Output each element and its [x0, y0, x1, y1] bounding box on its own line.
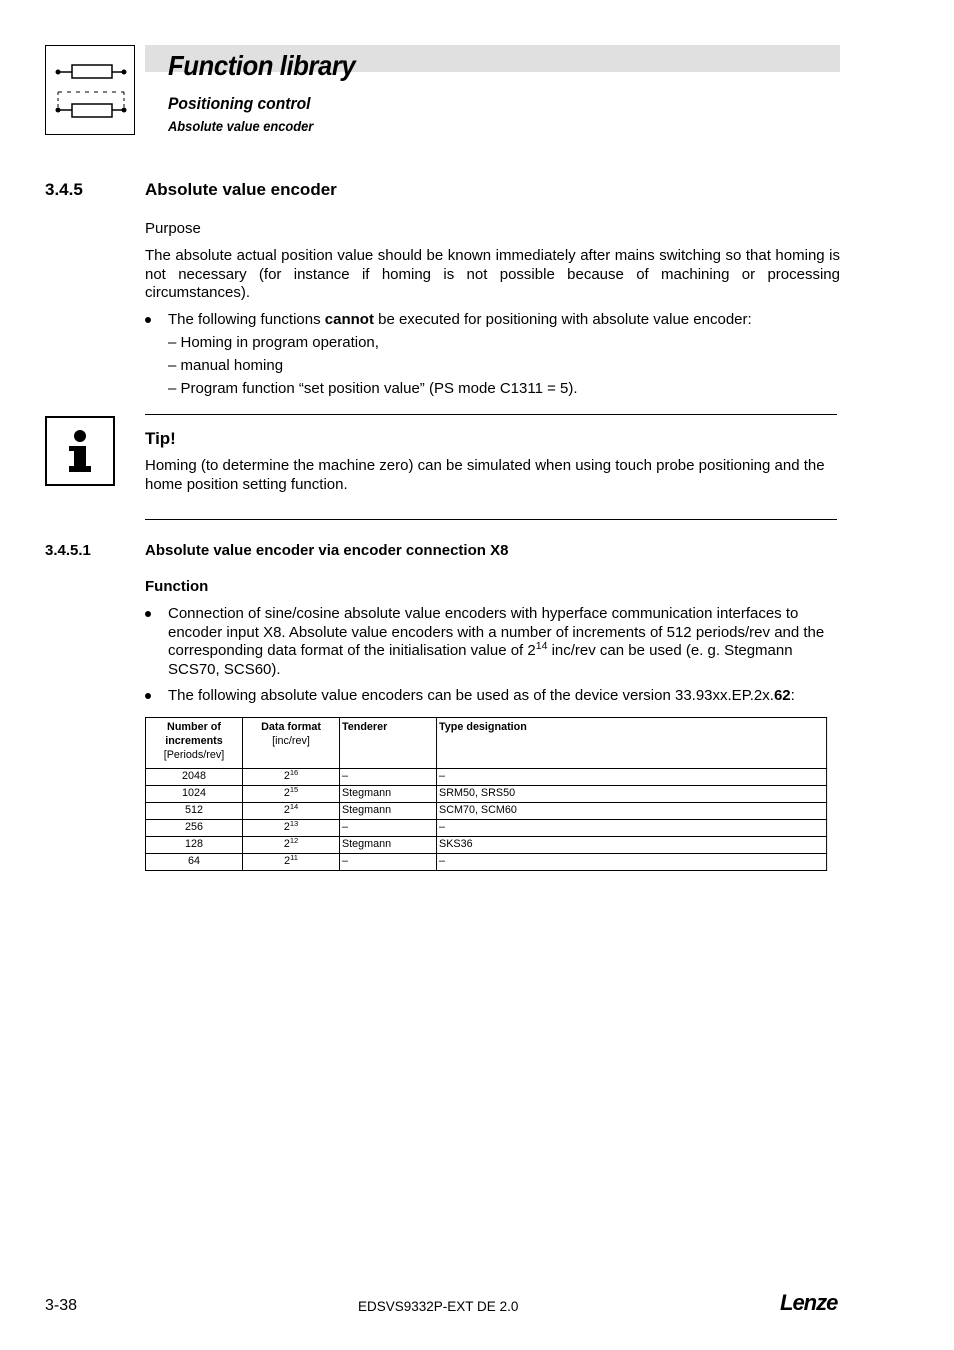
bullet-device-version [168, 687, 840, 706]
page-number: 3-38 [45, 1297, 78, 1314]
purpose-text: The absolute actual position value should be known immediately after mains switching so that homing is not necessary (for instance if homing is not possible because of machining or processing circumstances). [145, 247, 840, 301]
cell-base: 2 [283, 787, 290, 799]
header-data-format-line: Data format [261, 721, 321, 733]
bullet-version-pre: The following absolute value encoders can be used as of the device version 33.93xx.EP.2x. [168, 687, 774, 704]
divider [145, 519, 837, 520]
header-data-format-unit: [inc/rev] [272, 735, 310, 747]
bullet-connection-post: inc/rev can be used (e. g. Stegmann SCS70, SCS60). [168, 642, 793, 678]
bullet-connection-exponent: 14 [535, 640, 548, 653]
cell-type: SKS36 [437, 837, 827, 854]
section-subtitle: Absolute value encoder [168, 118, 314, 134]
purpose-label: Purpose [145, 220, 201, 237]
cell-base: 2 [283, 804, 290, 816]
cell-base: 2 [283, 821, 290, 833]
table-row [145, 803, 826, 820]
section-title: Absolute value encoder [145, 180, 337, 199]
cell-data-format [243, 837, 340, 854]
tip-text: Homing (to determine the machine zero) can be simulated when using touch probe positioning and the home position setting function. [145, 457, 825, 493]
table-header-row [145, 718, 826, 769]
restriction-item: – manual homing [168, 357, 284, 374]
restriction-item: – Homing in program operation, [168, 334, 379, 351]
function-label: Function [145, 578, 209, 595]
table-row [145, 786, 826, 803]
cell-tenderer: – [340, 854, 437, 871]
divider [145, 414, 837, 415]
bullet-restrictions-pre: The following functions [168, 311, 325, 328]
bullet-icon [145, 693, 151, 699]
header-increments-line: Number of [167, 721, 221, 733]
bullet-icon [145, 317, 151, 323]
cell-increments: 2048 [145, 769, 242, 786]
bullet-restrictions-bold: cannot [324, 311, 374, 328]
bullet-connection-pre: Connection of sine/cosine absolute value encoders with hyperface communication interfaces to encoder input X8. Absolute value encoders with a number of increments of 512 periods/rev and the corresponding data format of the initialisation value of 2 [168, 605, 825, 659]
table-row [145, 837, 826, 854]
cell-exponent: 13 [289, 818, 299, 828]
cell-base: 2 [283, 770, 290, 782]
brand-logo: Lenze [780, 1290, 838, 1315]
document-id: EDSVS9332P-EXT DE 2.0 [358, 1299, 519, 1314]
cell-data-format [243, 786, 340, 803]
cell-tenderer: Stegmann [340, 837, 437, 854]
subsection-title: Absolute value encoder via encoder connection X8 [145, 542, 509, 559]
cell-base: 2 [283, 838, 290, 850]
cell-type: SRM50, SRS50 [437, 786, 827, 803]
cell-increments: 64 [145, 854, 242, 871]
cell-exponent: 14 [289, 801, 299, 811]
cell-type: – [437, 854, 827, 871]
table-row [145, 854, 826, 871]
header-increments-unit: [Periods/rev] [163, 749, 225, 761]
cell-increments: 512 [145, 803, 242, 820]
cell-data-format [243, 820, 340, 837]
bullet-icon [145, 611, 151, 617]
header-increments-line: increments [165, 735, 223, 747]
table-row [145, 820, 826, 837]
bullet-restrictions [168, 311, 840, 330]
cell-tenderer: Stegmann [340, 803, 437, 820]
cell-tenderer: Stegmann [340, 786, 437, 803]
cell-type: – [437, 769, 827, 786]
bullet-connection [168, 605, 840, 679]
bullet-restrictions-post: be executed for positioning with absolute value encoder: [373, 311, 752, 328]
cell-data-format [243, 803, 340, 820]
encoder-table [145, 717, 827, 871]
cell-tenderer: – [340, 769, 437, 786]
bullet-version-post: : [790, 687, 795, 704]
restriction-item: – Program function “set position value” (PS mode C1311 = 5). [168, 380, 578, 397]
cell-tenderer: – [340, 820, 437, 837]
cell-base: 2 [284, 855, 291, 867]
bullet-version-bold: 62 [773, 687, 791, 704]
cell-exponent: 15 [289, 784, 299, 794]
chapter-subtitle: Positioning control [168, 94, 311, 113]
cell-type: – [437, 820, 827, 837]
section-number: 3.4.5 [45, 180, 83, 199]
page-title: Function library [168, 50, 356, 81]
header-tenderer: Tenderer [340, 718, 437, 769]
info-icon [45, 416, 115, 486]
cell-increments: 256 [145, 820, 242, 837]
cell-exponent: 11 [290, 852, 298, 862]
header-data-format [243, 718, 340, 769]
cell-increments: 1024 [145, 786, 242, 803]
cell-data-format [243, 854, 340, 871]
table-row [145, 769, 826, 786]
function-block-icon [46, 46, 134, 134]
function-block-logo [45, 45, 135, 135]
cell-type: SCM70, SCM60 [437, 803, 827, 820]
header-type-designation: Type designation [437, 718, 827, 769]
cell-exponent: 16 [289, 767, 299, 777]
header-increments [145, 718, 242, 769]
cell-increments: 128 [145, 837, 242, 854]
tip-title: Tip! [145, 429, 176, 448]
subsection-number: 3.4.5.1 [45, 542, 91, 559]
cell-exponent: 12 [289, 835, 299, 845]
cell-data-format [243, 769, 340, 786]
